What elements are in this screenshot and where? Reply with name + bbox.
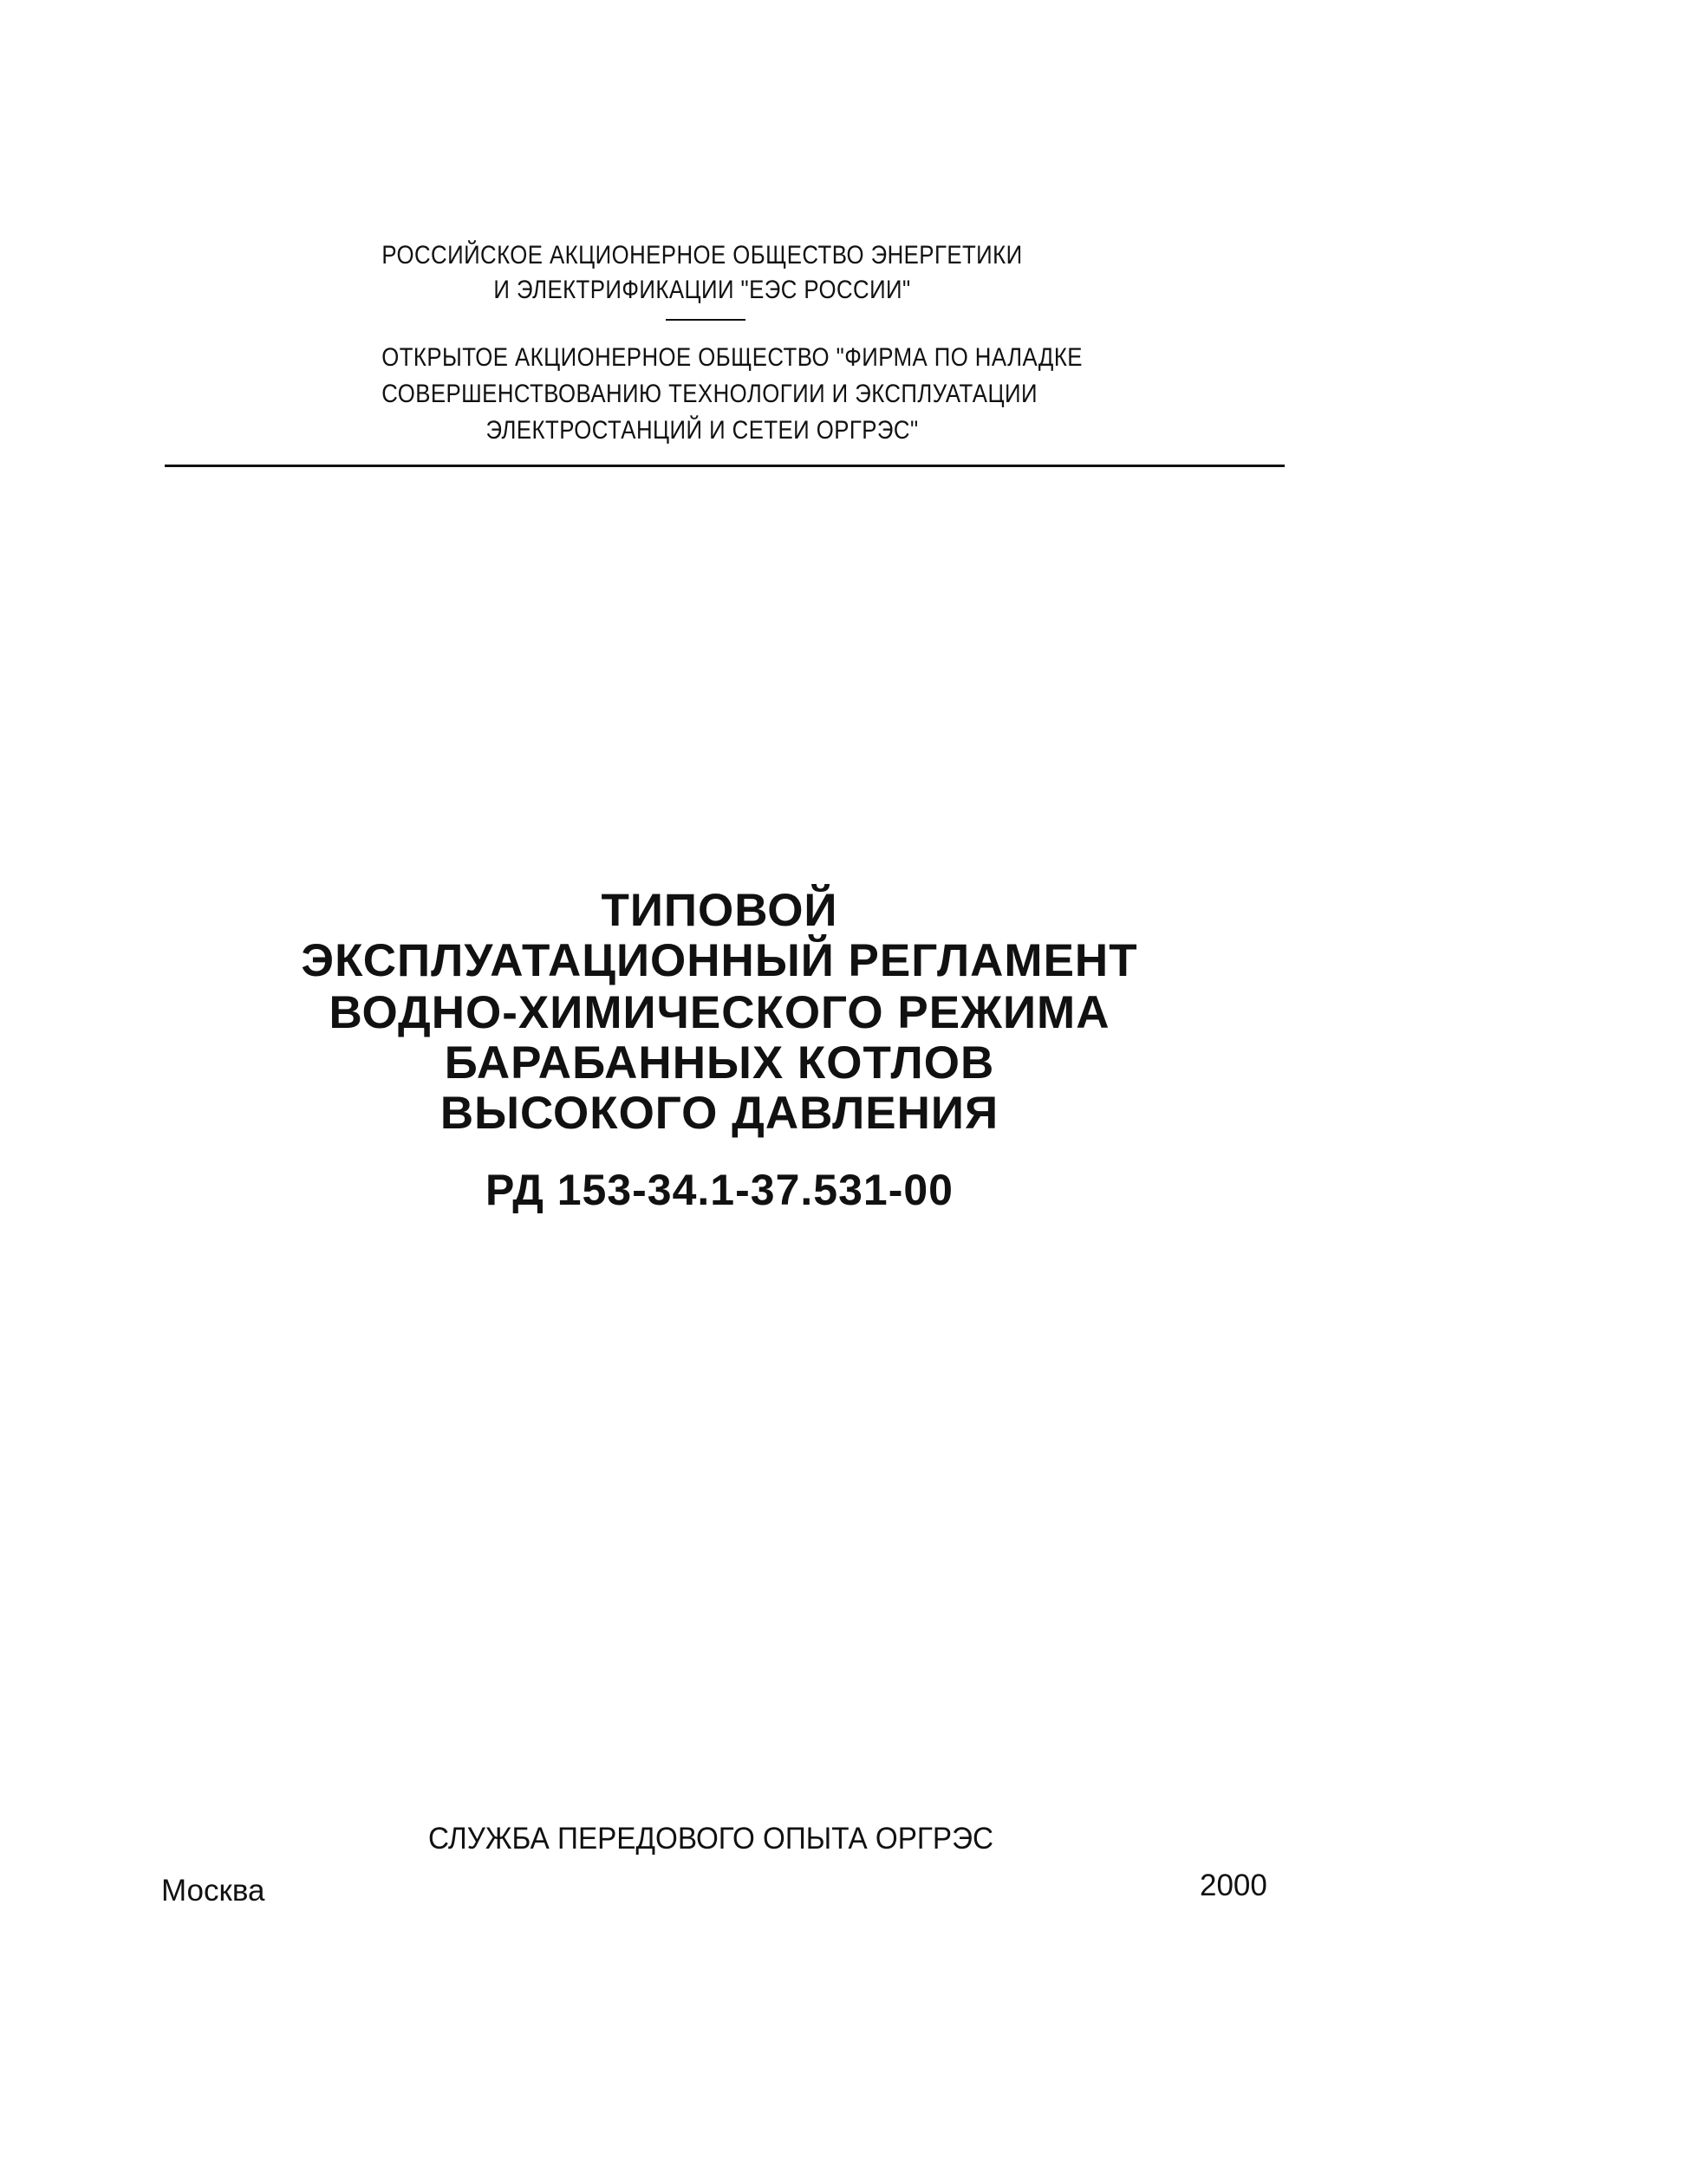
- org2-line3: ЭЛЕКТРОСТАНЦИЙ И СЕТЕИ ОРГРЭС": [485, 416, 919, 445]
- org2-line1: ОТКРЫТОЕ АКЦИОНЕРНОЕ ОБЩЕСТВО "ФИРМА ПО НАЛАДКЕ: [381, 343, 1083, 372]
- org1-line1: РОССИЙСКОЕ АКЦИОНЕРНОЕ ОБЩЕСТВО ЭНЕРГЕТИКИ: [381, 241, 1023, 270]
- header-long-divider: [165, 465, 1285, 467]
- org1-line2: И ЭЛЕКТРИФИКАЦИИ "ЕЭС РОССИИ": [493, 276, 911, 304]
- publisher-service: СЛУЖБА ПЕРЕДОВОГО ОПЫТА ОРГРЭС: [428, 1822, 993, 1856]
- title-line-5: ВЫСОКОГО ДАВЛЕНИЯ: [439, 1088, 999, 1139]
- title-line-4: БАРАБАННЫХ КОТЛОВ: [444, 1037, 995, 1089]
- header-short-divider: [666, 319, 745, 321]
- org2-line2: СОВЕРШЕНСТВОВАНИЮ ТЕХНОЛОГИИ И ЭКСПЛУАТАЦИИ: [381, 380, 1038, 408]
- publication-year: 2000: [1200, 1869, 1267, 1902]
- publication-city: Москва: [161, 1874, 265, 1908]
- title-line-3: ВОДНО-ХИМИЧЕСКОГО РЕЖИМА: [329, 987, 1110, 1038]
- title-line-2: ЭКСПЛУАТАЦИОННЫЙ РЕГЛАМЕНТ: [301, 935, 1138, 986]
- title-line-1: ТИПОВОЙ: [601, 885, 838, 936]
- document-code: РД 153-34.1-37.531-00: [485, 1166, 954, 1214]
